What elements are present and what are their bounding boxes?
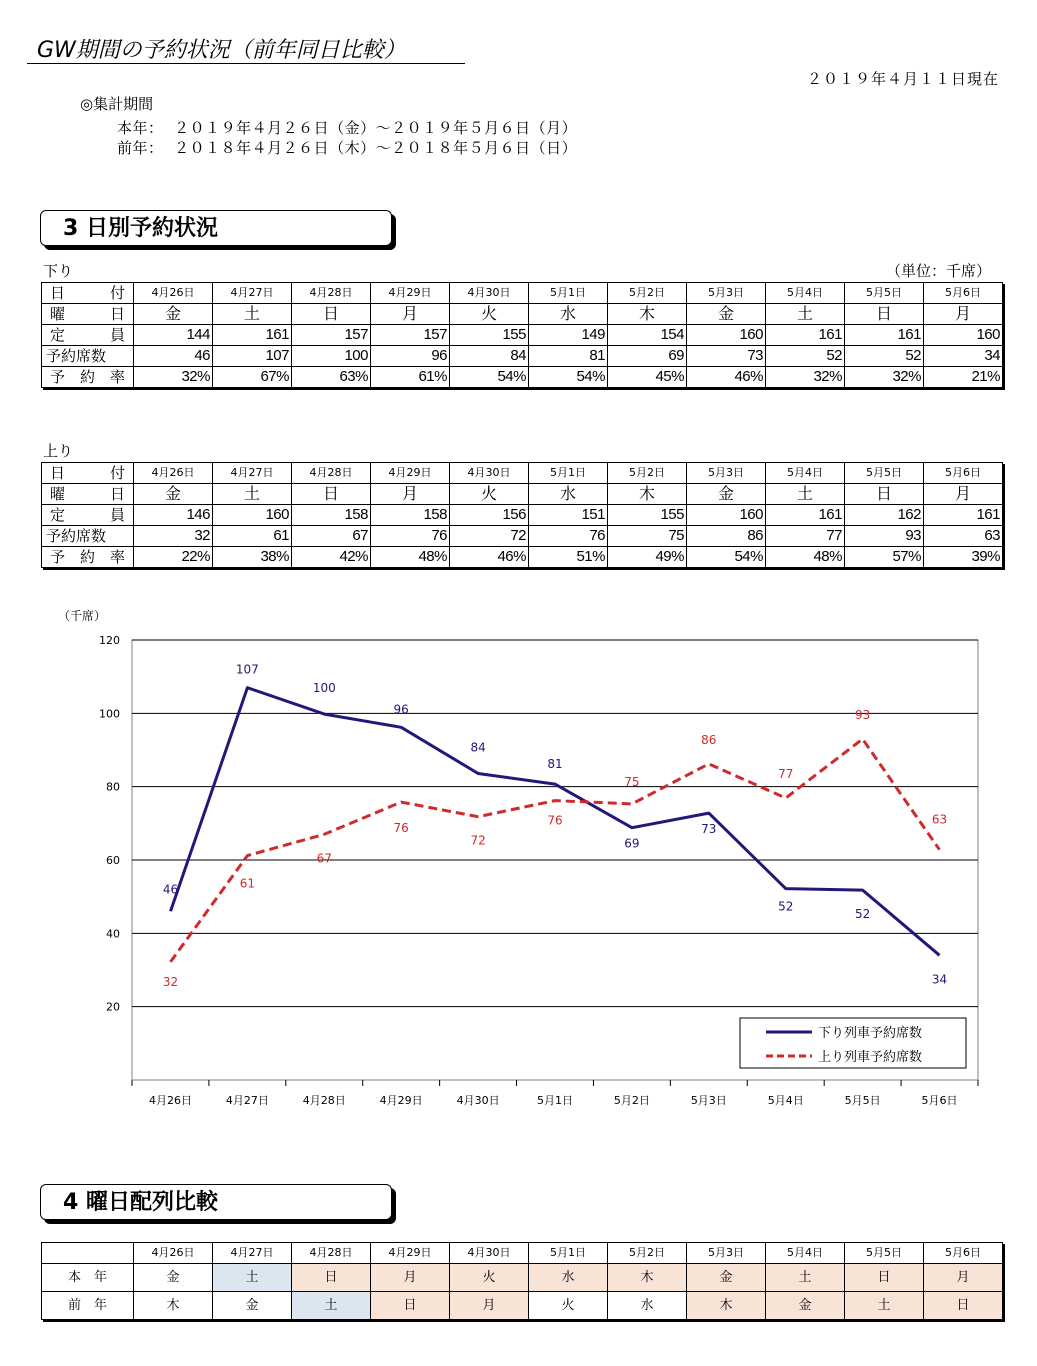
down-dow-header-char: 曜 xyxy=(50,305,66,323)
data-label: 67 xyxy=(316,851,332,866)
cmp-dow-cell: 金 xyxy=(766,1292,845,1320)
dow-cell: 月 xyxy=(371,304,450,325)
this-year-range: ２０１９年４月２６日（金）～２０１９年５月６日（月） xyxy=(174,119,578,137)
down-date-row xyxy=(42,283,1003,304)
data-label: 72 xyxy=(470,833,486,848)
dow-cell: 火 xyxy=(450,304,529,325)
down-date-header-text xyxy=(50,283,131,303)
down-capacity-header-char: 員 xyxy=(109,326,125,344)
data-label: 75 xyxy=(624,774,640,789)
data-label: 52 xyxy=(854,907,871,922)
date-cell: 5月2日 xyxy=(608,283,687,304)
cmp-date-cell: 5月3日 xyxy=(687,1243,766,1264)
capacity-cell: 151 xyxy=(529,505,608,526)
cmp-dow-cell: 日 xyxy=(371,1292,450,1320)
dow-cell: 土 xyxy=(213,484,292,505)
rate-cell: 63% xyxy=(292,367,371,388)
down-rate-header-text xyxy=(50,367,131,387)
up-date-header-text xyxy=(50,463,131,483)
date-cell: 5月5日 xyxy=(845,283,924,304)
reserved-cell: 73 xyxy=(687,346,766,367)
reserved-cell: 52 xyxy=(766,346,845,367)
capacity-cell: 149 xyxy=(529,325,608,346)
capacity-cell: 161 xyxy=(924,505,1003,526)
cmp-dow-cell: 土 xyxy=(766,1264,845,1292)
down-reserved-header: 予約席数 xyxy=(42,346,134,367)
x-tick-label: 5月4日 xyxy=(767,1094,804,1107)
cmp-dow-cell: 日 xyxy=(924,1292,1003,1320)
up-rate-header-text xyxy=(50,547,131,567)
capacity-cell: 155 xyxy=(450,325,529,346)
date-cell: 5月2日 xyxy=(608,463,687,484)
data-label: 107 xyxy=(235,662,259,677)
x-tick-label: 5月2日 xyxy=(613,1094,650,1107)
cmp-date-cell: 5月4日 xyxy=(766,1243,845,1264)
rate-cell: 46% xyxy=(687,367,766,388)
reserved-cell: 75 xyxy=(608,526,687,547)
date-cell: 5月3日 xyxy=(687,463,766,484)
rate-cell: 51% xyxy=(529,547,608,568)
y-axis-unit-label: （千席） xyxy=(58,609,107,623)
capacity-cell: 146 xyxy=(134,505,213,526)
data-label: 61 xyxy=(239,876,256,891)
capacity-cell: 160 xyxy=(213,505,292,526)
dow-cell: 日 xyxy=(292,304,371,325)
cmp-date-cell: 4月26日 xyxy=(134,1243,213,1264)
reserved-cell: 32 xyxy=(134,526,213,547)
date-cell: 4月30日 xyxy=(450,283,529,304)
reserved-cell: 81 xyxy=(529,346,608,367)
down-dow-row xyxy=(42,304,1003,325)
date-cell: 5月4日 xyxy=(766,463,845,484)
data-label: 32 xyxy=(162,974,179,989)
down-rate-header xyxy=(42,367,134,388)
up-table xyxy=(41,462,1003,568)
cmp-corner-cell xyxy=(42,1243,134,1264)
cmp-dow-cell: 金 xyxy=(134,1264,213,1292)
page-title: GW期間の予約状況（前年同日比較） xyxy=(27,38,465,64)
down-reserved-row xyxy=(42,346,1003,367)
down-rate-header-char: 約 xyxy=(79,368,95,386)
up-reserved-row xyxy=(42,526,1003,547)
date-cell: 5月1日 xyxy=(529,463,608,484)
reserved-cell: 93 xyxy=(845,526,924,547)
cmp-dow-cell: 金 xyxy=(687,1264,766,1292)
capacity-cell: 161 xyxy=(766,325,845,346)
reserved-cell: 76 xyxy=(529,526,608,547)
dow-cell: 金 xyxy=(134,484,213,505)
dow-cell: 金 xyxy=(687,304,766,325)
date-cell: 4月30日 xyxy=(450,463,529,484)
data-label: 81 xyxy=(547,757,563,772)
up-date-header xyxy=(42,463,134,484)
down-rate-row xyxy=(42,367,1003,388)
capacity-cell: 158 xyxy=(371,505,450,526)
rate-cell: 54% xyxy=(529,367,608,388)
date-cell: 4月27日 xyxy=(213,283,292,304)
up-date-header-char: 日 xyxy=(50,464,66,482)
up-series-line xyxy=(171,739,940,962)
this-year-label: 本年： xyxy=(117,119,164,137)
up-dow-header-char: 日 xyxy=(109,485,125,503)
capacity-cell: 161 xyxy=(766,505,845,526)
capacity-cell: 160 xyxy=(687,325,766,346)
rate-cell: 42% xyxy=(292,547,371,568)
up-capacity-header xyxy=(42,505,134,526)
down-capacity-header-char: 定 xyxy=(50,326,66,344)
up-reserved-header: 予約席数 xyxy=(42,526,134,547)
cmp-dow-cell: 木 xyxy=(687,1292,766,1320)
cmp-date-cell: 5月6日 xyxy=(924,1243,1003,1264)
up-date-header-char: 付 xyxy=(109,464,125,482)
date-cell: 5月6日 xyxy=(924,463,1003,484)
up-rate-header-char: 約 xyxy=(79,548,95,566)
y-tick-label: 40 xyxy=(106,927,120,941)
up-capacity-row xyxy=(42,505,1003,526)
reserved-cell: 67 xyxy=(292,526,371,547)
up-table-label: 上り xyxy=(43,442,74,460)
capacity-cell: 157 xyxy=(371,325,450,346)
cmp-dow-cell: 月 xyxy=(450,1292,529,1320)
rate-cell: 32% xyxy=(766,367,845,388)
down-dow-header-text xyxy=(50,304,131,324)
up-capacity-header-char: 定 xyxy=(50,506,66,524)
dow-cell: 月 xyxy=(924,304,1003,325)
date-cell: 5月4日 xyxy=(766,283,845,304)
cmp-dow-cell: 日 xyxy=(845,1264,924,1292)
up-dow-header-char: 曜 xyxy=(50,485,66,503)
rate-cell: 54% xyxy=(450,367,529,388)
down-date-header-char: 日 xyxy=(50,284,66,302)
data-label: 84 xyxy=(470,740,486,755)
dow-cell: 月 xyxy=(371,484,450,505)
up-capacity-header-text xyxy=(50,505,131,525)
cmp-this_year-row xyxy=(42,1264,1003,1292)
date-cell: 5月6日 xyxy=(924,283,1003,304)
capacity-cell: 162 xyxy=(845,505,924,526)
cmp-date-cell: 4月28日 xyxy=(292,1243,371,1264)
date-cell: 5月5日 xyxy=(845,463,924,484)
data-label: 100 xyxy=(312,681,336,696)
capacity-cell: 156 xyxy=(450,505,529,526)
x-tick-label: 5月1日 xyxy=(537,1094,573,1107)
dow-cell: 木 xyxy=(608,484,687,505)
x-tick-label: 4月27日 xyxy=(225,1094,269,1107)
data-label: 76 xyxy=(547,813,563,828)
reserved-cell: 72 xyxy=(450,526,529,547)
y-tick-label: 80 xyxy=(106,780,120,794)
date-cell: 5月1日 xyxy=(529,283,608,304)
rate-cell: 39% xyxy=(924,547,1003,568)
cmp-dow-cell: 火 xyxy=(529,1292,608,1320)
down-capacity-header-text xyxy=(50,325,131,345)
rate-cell: 32% xyxy=(134,367,213,388)
cmp-date-cell: 5月5日 xyxy=(845,1243,924,1264)
reserved-cell: 61 xyxy=(213,526,292,547)
rate-cell: 21% xyxy=(924,367,1003,388)
up-rate-row xyxy=(42,547,1003,568)
unit-label: （単位：千席） xyxy=(885,262,991,280)
cmp-date-cell: 4月27日 xyxy=(213,1243,292,1264)
dow-cell: 日 xyxy=(845,484,924,505)
date-cell: 5月3日 xyxy=(687,283,766,304)
weekday-comparison-table xyxy=(41,1242,1003,1320)
down-dow-header xyxy=(42,304,134,325)
x-tick-label: 4月26日 xyxy=(148,1094,192,1107)
date-cell: 4月26日 xyxy=(134,463,213,484)
rate-cell: 38% xyxy=(213,547,292,568)
cmp-dow-cell: 日 xyxy=(292,1264,371,1292)
down-rate-header-char: 率 xyxy=(109,368,125,386)
cmp-date-cell: 4月30日 xyxy=(450,1243,529,1264)
x-tick-label: 4月29日 xyxy=(379,1094,423,1107)
dow-cell: 土 xyxy=(213,304,292,325)
down-rate-header-char: 予 xyxy=(50,368,66,386)
cmp-dow-cell: 土 xyxy=(845,1292,924,1320)
dow-cell: 土 xyxy=(766,304,845,325)
cmp-dow-cell: 木 xyxy=(134,1292,213,1320)
cmp-date-row xyxy=(42,1243,1003,1264)
data-label: 86 xyxy=(701,732,717,747)
rate-cell: 46% xyxy=(450,547,529,568)
down-capacity-row xyxy=(42,325,1003,346)
x-tick-label: 5月5日 xyxy=(844,1094,881,1107)
dow-cell: 木 xyxy=(608,304,687,325)
data-label: 52 xyxy=(778,899,794,914)
x-tick-label: 4月28日 xyxy=(302,1094,346,1107)
capacity-cell: 158 xyxy=(292,505,371,526)
reserved-cell: 107 xyxy=(213,346,292,367)
as-of-date: ２０１９年４月１１日現在 xyxy=(806,70,999,88)
down-table xyxy=(41,282,1003,388)
cmp-dow-cell: 木 xyxy=(608,1264,687,1292)
down-date-header xyxy=(42,283,134,304)
reserved-cell: 86 xyxy=(687,526,766,547)
dow-cell: 日 xyxy=(845,304,924,325)
rate-cell: 32% xyxy=(845,367,924,388)
reserved-cell: 96 xyxy=(371,346,450,367)
capacity-cell: 144 xyxy=(134,325,213,346)
data-label: 96 xyxy=(393,702,409,717)
down-date-header-char: 付 xyxy=(109,284,125,302)
dow-cell: 土 xyxy=(766,484,845,505)
rate-cell: 49% xyxy=(608,547,687,568)
up-rate-header xyxy=(42,547,134,568)
date-cell: 4月29日 xyxy=(371,283,450,304)
data-label: 76 xyxy=(393,821,409,836)
date-cell: 4月28日 xyxy=(292,463,371,484)
cmp-dow-cell: 月 xyxy=(924,1264,1003,1292)
up-date-row xyxy=(42,463,1003,484)
rate-cell: 67% xyxy=(213,367,292,388)
x-tick-label: 5月3日 xyxy=(690,1094,727,1107)
capacity-cell: 154 xyxy=(608,325,687,346)
cmp-dow-cell: 火 xyxy=(450,1264,529,1292)
reservation-line-chart xyxy=(40,600,1000,1130)
legend-label: 下り列車予約席数 xyxy=(818,1026,923,1041)
up-capacity-header-char: 員 xyxy=(109,506,125,524)
dow-cell: 日 xyxy=(292,484,371,505)
reserved-cell: 76 xyxy=(371,526,450,547)
rate-cell: 48% xyxy=(371,547,450,568)
rate-cell: 57% xyxy=(845,547,924,568)
this-year-period xyxy=(117,117,577,138)
reserved-cell: 52 xyxy=(845,346,924,367)
cmp-date-cell: 4月29日 xyxy=(371,1243,450,1264)
date-cell: 4月27日 xyxy=(213,463,292,484)
dow-cell: 月 xyxy=(924,484,1003,505)
down-capacity-header xyxy=(42,325,134,346)
legend-label: 上り列車予約席数 xyxy=(818,1050,923,1065)
cmp-dow-cell: 土 xyxy=(292,1292,371,1320)
up-dow-row xyxy=(42,484,1003,505)
dow-cell: 水 xyxy=(529,304,608,325)
down-dow-header-char: 日 xyxy=(109,305,125,323)
rate-cell: 61% xyxy=(371,367,450,388)
rate-cell: 54% xyxy=(687,547,766,568)
data-label: 34 xyxy=(931,972,948,987)
section3-title: 3 日別予約状況 xyxy=(40,210,392,246)
up-rate-header-char: 予 xyxy=(50,548,66,566)
dow-cell: 金 xyxy=(687,484,766,505)
rate-cell: 45% xyxy=(608,367,687,388)
data-label: 46 xyxy=(162,882,179,897)
capacity-cell: 161 xyxy=(213,325,292,346)
date-cell: 4月26日 xyxy=(134,283,213,304)
reserved-cell: 34 xyxy=(924,346,1003,367)
cmp-this_year-label: 本 年 xyxy=(42,1264,134,1292)
cmp-last_year-label: 前 年 xyxy=(42,1292,134,1320)
data-label: 77 xyxy=(778,767,794,782)
last-year-range: ２０１８年４月２６日（木）～２０１８年５月６日（日） xyxy=(174,139,578,157)
data-label: 73 xyxy=(701,822,717,837)
y-tick-label: 20 xyxy=(106,1000,120,1014)
date-cell: 4月29日 xyxy=(371,463,450,484)
down-table-label: 下り xyxy=(43,262,74,280)
cmp-dow-cell: 水 xyxy=(608,1292,687,1320)
capacity-cell: 160 xyxy=(687,505,766,526)
reserved-cell: 77 xyxy=(766,526,845,547)
capacity-cell: 157 xyxy=(292,325,371,346)
cmp-dow-cell: 金 xyxy=(213,1292,292,1320)
data-label: 63 xyxy=(931,812,948,827)
last-year-label: 前年： xyxy=(117,139,164,157)
reserved-cell: 69 xyxy=(608,346,687,367)
last-year-period xyxy=(117,137,577,158)
cmp-date-cell: 5月2日 xyxy=(608,1243,687,1264)
date-cell: 4月28日 xyxy=(292,283,371,304)
x-tick-label: 4月30日 xyxy=(456,1094,500,1107)
cmp-dow-cell: 水 xyxy=(529,1264,608,1292)
section4-title: 4 曜日配列比較 xyxy=(40,1184,392,1220)
capacity-cell: 155 xyxy=(608,505,687,526)
reserved-cell: 84 xyxy=(450,346,529,367)
rate-cell: 48% xyxy=(766,547,845,568)
dow-cell: 金 xyxy=(134,304,213,325)
y-tick-label: 120 xyxy=(99,634,120,647)
x-tick-label: 5月6日 xyxy=(921,1094,958,1107)
cmp-dow-cell: 月 xyxy=(371,1264,450,1292)
rate-cell: 22% xyxy=(134,547,213,568)
y-tick-label: 60 xyxy=(106,854,120,867)
dow-cell: 火 xyxy=(450,484,529,505)
reserved-cell: 46 xyxy=(134,346,213,367)
capacity-cell: 161 xyxy=(845,325,924,346)
up-rate-header-char: 率 xyxy=(109,548,125,566)
cmp-last_year-row xyxy=(42,1292,1003,1320)
up-dow-header xyxy=(42,484,134,505)
capacity-cell: 160 xyxy=(924,325,1003,346)
data-label: 93 xyxy=(854,708,871,722)
dow-cell: 水 xyxy=(529,484,608,505)
data-label: 69 xyxy=(624,836,640,851)
period-heading: ◎集計期間 xyxy=(80,95,154,113)
reserved-cell: 100 xyxy=(292,346,371,367)
y-tick-label: 100 xyxy=(99,707,120,721)
cmp-date-cell: 5月1日 xyxy=(529,1243,608,1264)
reserved-cell: 63 xyxy=(924,526,1003,547)
up-dow-header-text xyxy=(50,484,131,504)
cmp-dow-cell: 土 xyxy=(213,1264,292,1292)
